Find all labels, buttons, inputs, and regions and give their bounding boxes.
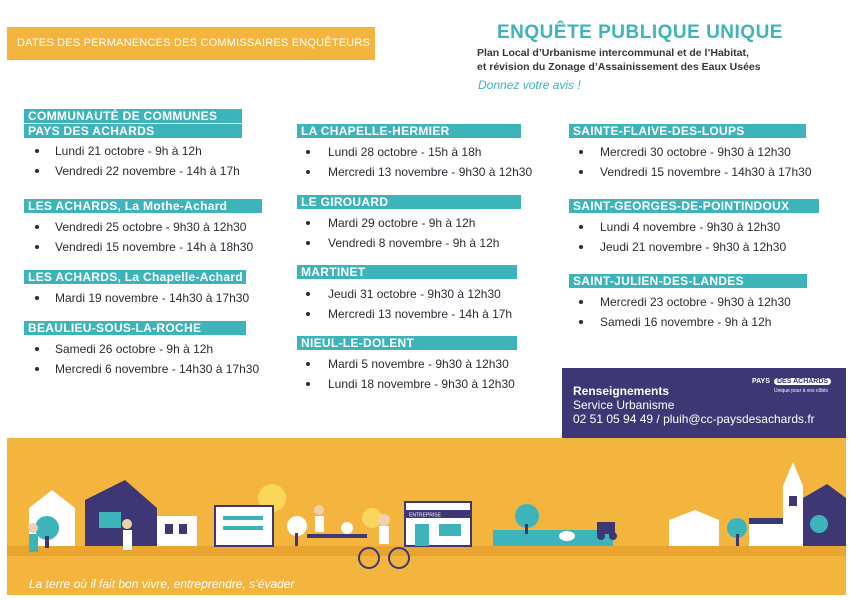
schedule-item: Mardi 19 novembre - 14h30 à 17h30	[55, 291, 250, 305]
town-header: SAINT-JULIEN-DES-LANDES	[569, 274, 807, 288]
schedule-item: Mardi 5 novembre - 9h30 à 12h30	[328, 357, 509, 371]
schedule-item: Lundi 28 octobre - 15h à 18h	[328, 145, 482, 159]
schedule-item: Vendredi 22 novembre - 14h à 17h	[55, 164, 240, 178]
page-subtitle	[477, 46, 761, 74]
schedule-item: Lundi 21 octobre - 9h à 12h	[55, 144, 202, 158]
town-header: COMMUNAUTÉ DE COMMUNES	[24, 109, 242, 123]
bullet-icon	[306, 382, 310, 386]
pays-des-achards-logo	[752, 378, 838, 402]
bullet-icon	[579, 225, 583, 229]
logo-name: DES ACHARDS	[774, 378, 831, 385]
bullet-icon	[35, 245, 39, 249]
bullet-icon	[579, 320, 583, 324]
subtitle-line: Plan Local d’Urbanisme intercommunal et de l’Habitat,	[477, 47, 749, 59]
bullet-icon	[35, 169, 39, 173]
schedule-item: Mercredi 23 octobre - 9h30 à 12h30	[600, 295, 791, 309]
schedule-item: Samedi 26 octobre - 9h à 12h	[55, 342, 214, 356]
bullet-icon	[35, 296, 39, 300]
bullet-icon	[579, 300, 583, 304]
shop-sign: ENTREPRISE	[409, 512, 441, 519]
schedule-item: Mercredi 6 novembre - 14h30 à 17h30	[55, 362, 260, 376]
bullet-icon	[579, 245, 583, 249]
schedule-item: Lundi 4 novembre - 9h30 à 12h30	[600, 220, 781, 234]
town-header: LA CHAPELLE-HERMIER	[297, 124, 521, 138]
contact-service: Service Urbanisme	[573, 398, 675, 412]
schedule-item: Jeudi 31 octobre - 9h30 à 12h30	[328, 287, 501, 301]
schedule-item: Jeudi 21 novembre - 9h30 à 12h30	[600, 240, 787, 254]
village-illustration	[7, 438, 846, 595]
schedule-item: Mercredi 30 octobre - 9h30 à 12h30	[600, 145, 791, 159]
town-header: BEAULIEU-SOUS-LA-ROCHE	[24, 321, 246, 335]
bullet-icon	[306, 312, 310, 316]
schedule-item: Mercredi 13 novembre - 14h à 17h	[328, 307, 513, 321]
logo-tag: Unique pour à vos côtés	[774, 388, 828, 394]
contact-title: Renseignements	[573, 384, 670, 398]
town-header: MARTINET	[297, 265, 517, 279]
subtitle-line: et révision du Zonage d’Assainissement des Eaux Usées	[477, 61, 761, 73]
bullet-icon	[35, 149, 39, 153]
schedule-item: Samedi 16 novembre - 9h à 12h	[600, 315, 772, 329]
tagline: Donnez votre avis !	[478, 78, 581, 92]
bullet-icon	[306, 221, 310, 225]
permanences-banner: DATES DES PERMANENCES DES COMMISSAIRES ENQUÊTEURS	[7, 27, 375, 60]
town-header: LES ACHARDS, La Mothe-Achard	[24, 199, 262, 213]
page-title: ENQUÊTE PUBLIQUE UNIQUE	[497, 22, 783, 43]
slogan: La terre où il fait bon vivre, entreprendre, s’évader	[29, 577, 295, 591]
schedule-item: Vendredi 15 novembre - 14h30 à 17h30	[600, 165, 812, 179]
schedule-item: Vendredi 25 octobre - 9h30 à 12h30	[55, 220, 247, 234]
bullet-icon	[306, 241, 310, 245]
bullet-icon	[35, 367, 39, 371]
town-header: NIEUL-LE-DOLENT	[297, 336, 517, 350]
bullet-icon	[579, 150, 583, 154]
schedule-item: Lundi 18 novembre - 9h30 à 12h30	[328, 377, 515, 391]
schedule-item: Vendredi 15 novembre - 14h à 18h30	[55, 240, 254, 254]
bullet-icon	[579, 170, 583, 174]
logo-pays: PAYS	[752, 378, 770, 385]
bullet-icon	[35, 347, 39, 351]
town-header: LE GIROUARD	[297, 195, 521, 209]
bullet-icon	[306, 150, 310, 154]
town-header: LES ACHARDS, La Chapelle-Achard	[24, 270, 246, 284]
schedule-item: Vendredi 8 novembre - 9h à 12h	[328, 236, 500, 250]
bullet-icon	[306, 292, 310, 296]
bullet-icon	[306, 362, 310, 366]
bullet-icon	[306, 170, 310, 174]
contact-details[interactable]: 02 51 05 94 49 / pluih@cc-paysdesachards.fr	[573, 412, 815, 426]
town-header: SAINT-GEORGES-DE-POINTINDOUX	[569, 199, 819, 213]
town-header: PAYS DES ACHARDS	[24, 124, 242, 138]
contact-box	[562, 368, 846, 438]
bullet-icon	[35, 225, 39, 229]
schedule-item: Mercredi 13 novembre - 9h30 à 12h30	[328, 165, 533, 179]
schedule-item: Mardi 29 octobre - 9h à 12h	[328, 216, 476, 230]
town-header: SAINTE-FLAIVE-DES-LOUPS	[569, 124, 806, 138]
village-scene	[7, 438, 846, 595]
